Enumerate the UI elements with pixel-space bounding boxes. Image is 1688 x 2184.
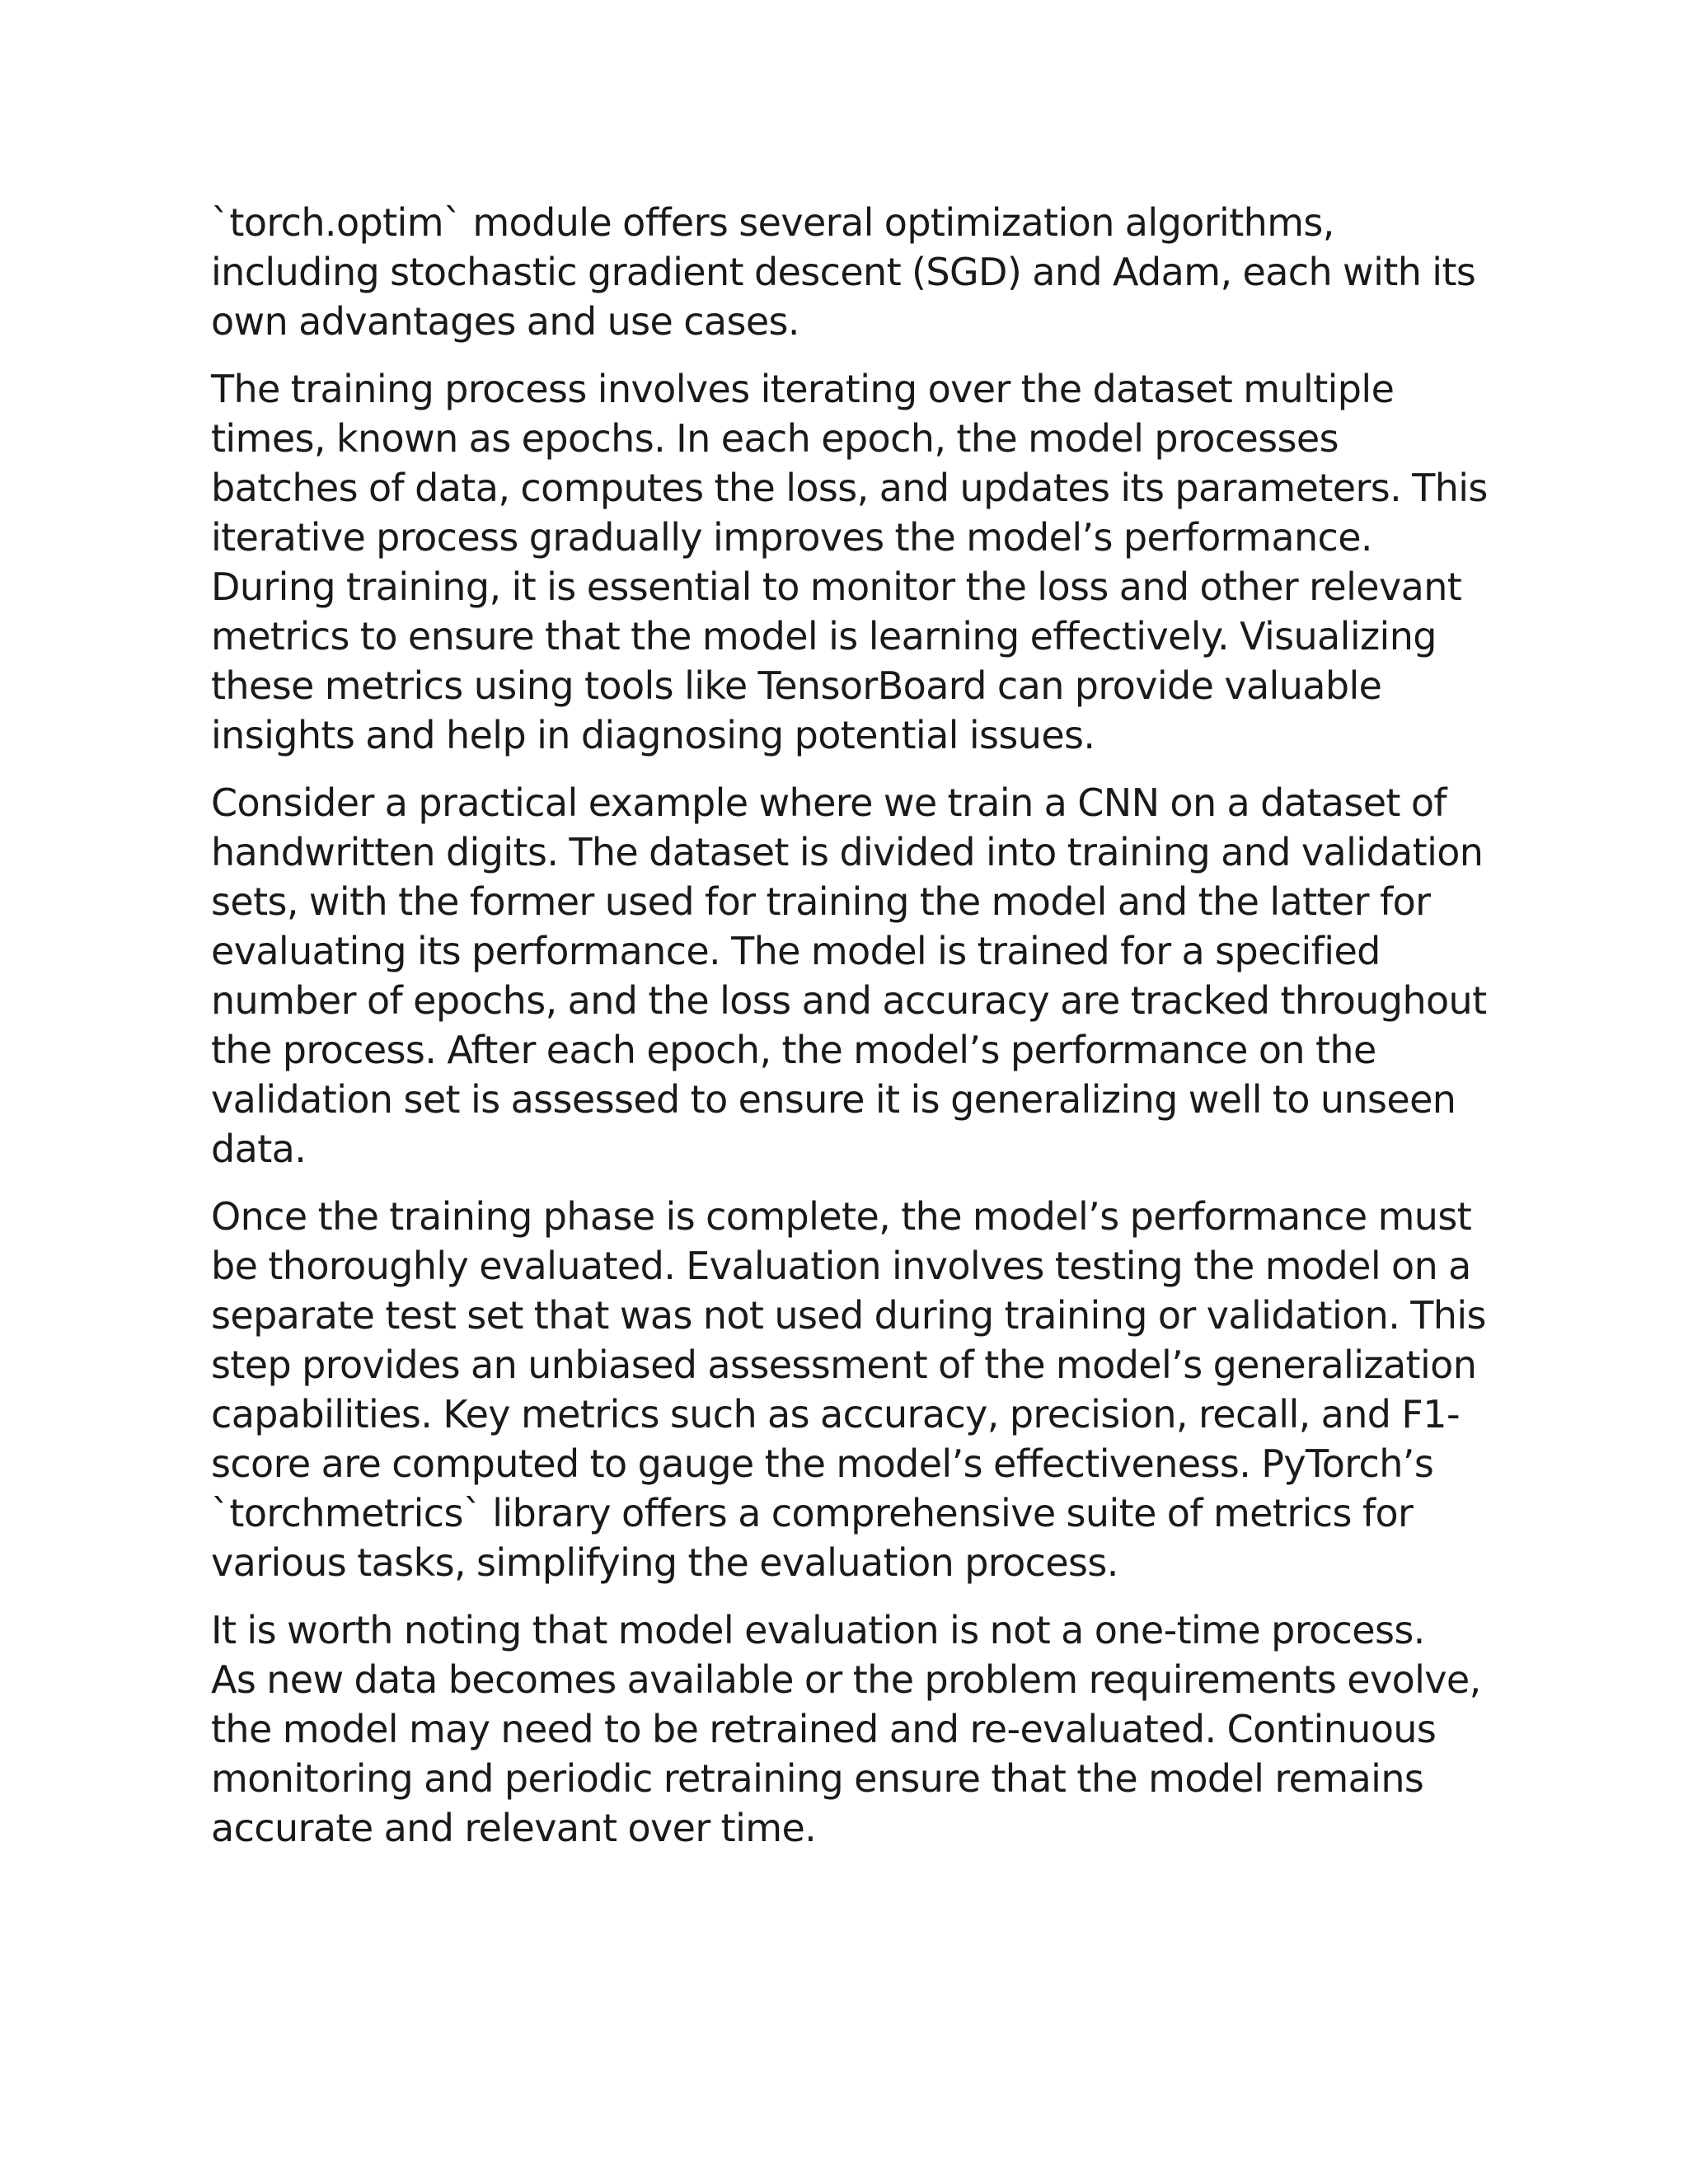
text-line: be thoroughly evaluated. Evaluation involves testing the model on a [211, 1244, 1471, 1288]
text-line: iterative process gradually improves the model’s performance. [211, 515, 1372, 560]
paragraph-practical-example [211, 778, 1497, 1174]
paragraph-continuous-evaluation [211, 1605, 1497, 1853]
text-line: `torch.optim` module offers several optimization algorithms, [211, 200, 1334, 245]
text-line: validation set is assessed to ensure it is generalizing well to unseen [211, 1077, 1456, 1122]
text-line: capabilities. Key metrics such as accuracy, precision, recall, and F1- [211, 1392, 1460, 1436]
text-line: evaluating its performance. The model is trained for a specified [211, 929, 1381, 973]
text-line: metrics to ensure that the model is learning effectively. Visualizing [211, 614, 1437, 658]
text-line: During training, it is essential to monitor the loss and other relevant [211, 565, 1462, 609]
text-line: insights and help in diagnosing potential issues. [211, 713, 1095, 757]
text-line: own advantages and use cases. [211, 299, 799, 344]
text-line: handwritten digits. The dataset is divided into training and validation [211, 830, 1484, 874]
text-line: separate test set that was not used during training or validation. This [211, 1293, 1486, 1338]
text-line: the model may need to be retrained and re-evaluated. Continuous [211, 1707, 1437, 1751]
text-line: accurate and relevant over time. [211, 1806, 817, 1850]
text-line: including stochastic gradient descent (SGD) and Adam, each with its [211, 250, 1476, 294]
paragraph-training-process [211, 364, 1497, 760]
text-line: the process. After each epoch, the model’s performance on the [211, 1028, 1376, 1072]
text-line: data. [211, 1127, 307, 1171]
text-line: monitoring and periodic retraining ensure that the model remains [211, 1756, 1424, 1801]
text-line: `torchmetrics` library offers a comprehensive suite of metrics for [211, 1491, 1414, 1535]
text-line: these metrics using tools like TensorBoard can provide valuable [211, 663, 1382, 708]
paragraph-optimizers [211, 198, 1497, 346]
paragraph-evaluation [211, 1192, 1497, 1587]
document-body [211, 198, 1497, 1871]
text-line: number of epochs, and the loss and accuracy are tracked throughout [211, 978, 1487, 1023]
text-line: sets, with the former used for training the model and the latter for [211, 879, 1431, 924]
text-line: times, known as epochs. In each epoch, the model processes [211, 416, 1339, 461]
text-line: various tasks, simplifying the evaluation process. [211, 1540, 1118, 1585]
text-line: step provides an unbiased assessment of the model’s generalization [211, 1343, 1477, 1387]
text-line: It is worth noting that model evaluation is not a one-time process. [211, 1608, 1425, 1652]
text-line: batches of data, computes the loss, and updates its parameters. This [211, 466, 1488, 510]
text-line: score are computed to gauge the model’s effectiveness. PyTorch’s [211, 1441, 1434, 1486]
text-line: The training process involves iterating over the dataset multiple [211, 367, 1395, 411]
text-line: Once the training phase is complete, the model’s performance must [211, 1194, 1472, 1239]
text-line: As new data becomes available or the problem requirements evolve, [211, 1657, 1481, 1702]
text-line: Consider a practical example where we train a CNN on a dataset of [211, 780, 1447, 825]
